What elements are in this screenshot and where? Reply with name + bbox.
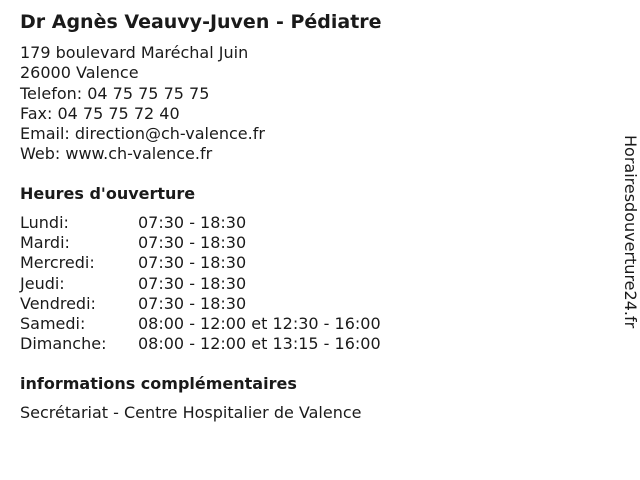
- contact-block: [20, 43, 265, 165]
- phone-number: Telefon: 04 75 75 75 75: [20, 83, 210, 103]
- site-watermark: Horairesdouverture24.fr: [621, 135, 640, 329]
- hours-row: [20, 294, 381, 314]
- hours-row: [20, 274, 381, 294]
- hours-time: 07:30 - 18:30: [138, 233, 247, 253]
- website: Web: www.ch-valence.fr: [20, 144, 213, 164]
- address-street: 179 boulevard Maréchal Juin: [20, 43, 249, 62]
- hours-day: Dimanche:: [20, 334, 107, 354]
- hours-row: [20, 253, 381, 273]
- fax-number: Fax: 04 75 75 72 40: [20, 103, 180, 123]
- opening-hours-heading: Heures d'ouverture: [20, 184, 196, 203]
- additional-info-text: Secrétariat - Centre Hospitalier de Valence: [20, 403, 362, 422]
- additional-info-heading: informations complémentaires: [20, 374, 297, 393]
- hours-time: 07:30 - 18:30: [138, 213, 247, 232]
- hours-time: 07:30 - 18:30: [138, 273, 247, 293]
- hours-day: Vendredi:: [20, 293, 96, 313]
- hours-row: [20, 334, 381, 354]
- hours-time: 07:30 - 18:30: [138, 253, 247, 273]
- page-title: Dr Agnès Veauvy-Juven - Pédiatre: [20, 11, 382, 33]
- hours-day: Jeudi:: [20, 273, 65, 293]
- hours-time: 07:30 - 18:30: [138, 293, 247, 313]
- hours-time: 08:00 - 12:00 et 12:30 - 16:00: [138, 314, 381, 334]
- address-city: 26000 Valence: [20, 63, 139, 83]
- hours-day: Mardi:: [20, 233, 70, 253]
- hours-day: Mercredi:: [20, 253, 95, 273]
- email-address: Email: direction@ch-valence.fr: [20, 124, 265, 144]
- hours-row: [20, 314, 381, 334]
- hours-day: Lundi:: [20, 213, 69, 232]
- hours-time: 08:00 - 12:00 et 13:15 - 16:00: [138, 334, 381, 354]
- opening-hours-list: [20, 213, 381, 354]
- hours-row: [20, 213, 381, 233]
- hours-day: Samedi:: [20, 314, 86, 334]
- hours-row: [20, 233, 381, 253]
